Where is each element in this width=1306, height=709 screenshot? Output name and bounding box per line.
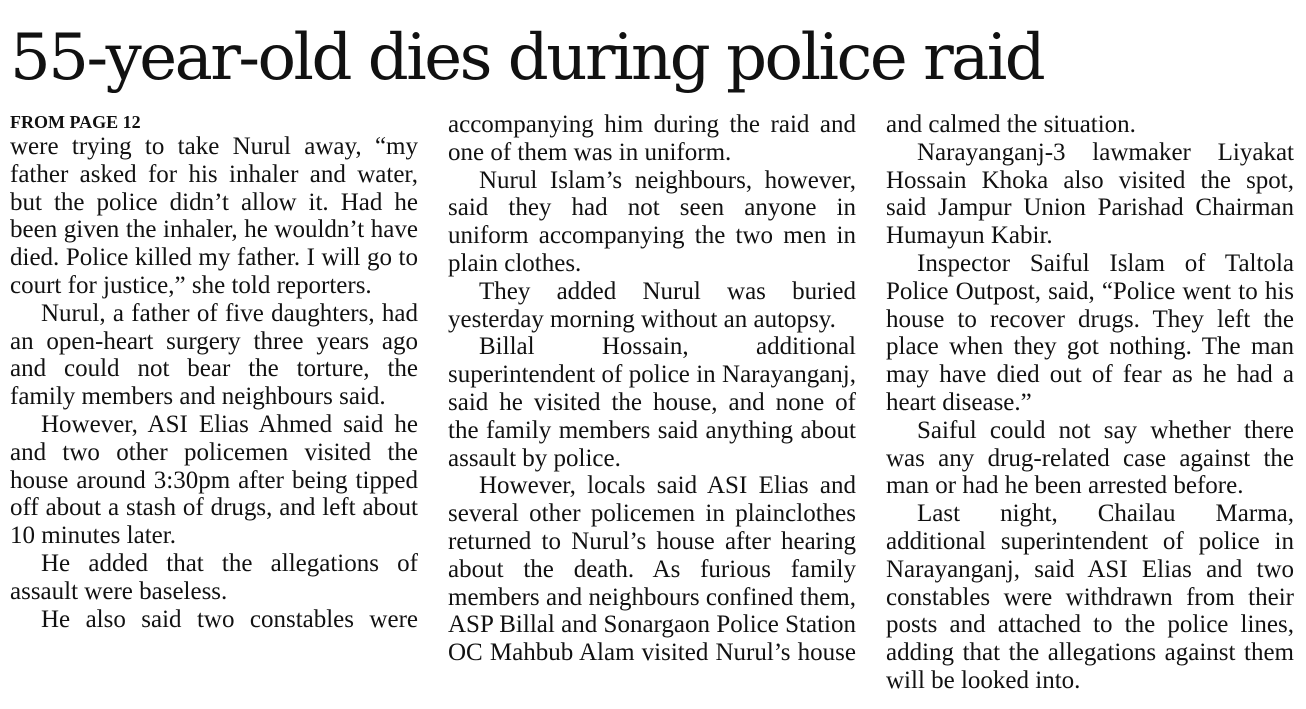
paragraph: Billal Hossain, additional superintendent of police in Narayanganj, said he visited the house, and none of the family members said anything about assault by police. <box>448 333 856 472</box>
paragraph: He added that the allegations of assault were baseless. <box>10 549 418 605</box>
paragraph: Inspector Saiful Islam of Taltola Police Outpost, said, “Police went to his house to recover drugs. They left the place when they got nothing. The man may have died out of fear as he had a heart disease.” <box>886 249 1294 416</box>
paragraph: They added Nurul was buried yesterday morning without an autopsy. <box>448 277 856 333</box>
paragraph: were trying to take Nurul away, “my father asked for his inhaler and water, but the police didn’t allow it. Had he been given the inhaler, he wouldn’t have died. Police killed my father. I will go to court for justice,” she told reporters. <box>10 133 418 299</box>
paragraph: However, ASI Elias Ahmed said he and two other policemen visited the house around 3:30pm after being tipped off about a stash of drugs, and left about 10 minutes later. <box>10 410 418 550</box>
paragraph: Nurul, a father of five daughters, had an open-heart surgery three years ago and could not bear the torture, the family members and neighbours said. <box>10 299 418 411</box>
paragraph: However, locals said ASI Elias and several other policemen in plainclothes returned to Nurul’s house after hearing about the death. As furious family members and neighbours confined them, ASP Billal and Sonargaon Police Station OC Mahbub Alam visited Nurul’s house <box>448 472 856 667</box>
paragraph: Last night, Chailau Marma, additional superintendent of police in Narayanganj, said ASI Elias and two constables were withdrawn from their posts and attached to the police lines, adding that the allegations against them will be looked into. <box>886 500 1294 694</box>
headline: 55-year-old dies during police raid <box>10 21 1044 95</box>
article-column-2 <box>448 111 856 667</box>
continuation-kicker: FROM PAGE 12 <box>10 112 141 132</box>
article-column-3 <box>886 111 1294 695</box>
paragraph: Saiful could not say whether there was any drug-related case against the man or had he been arrested before. <box>886 416 1294 500</box>
paragraph: Narayanganj-3 lawmaker Liyakat Hossain Khoka also visited the spot, said Jampur Union Parishad Chairman Humayun Kabir. <box>886 138 1294 250</box>
paragraph: Nurul Islam’s neighbours, however, said they had not seen anyone in uniform accompanying the two men in plain clothes. <box>448 166 856 277</box>
paragraph: and calmed the situation. <box>886 111 1136 138</box>
paragraph: He also said two constables were <box>41 605 418 633</box>
paragraph: accompanying him during the raid and one of them was in uniform. <box>448 111 856 166</box>
article-column-1 <box>10 111 418 633</box>
